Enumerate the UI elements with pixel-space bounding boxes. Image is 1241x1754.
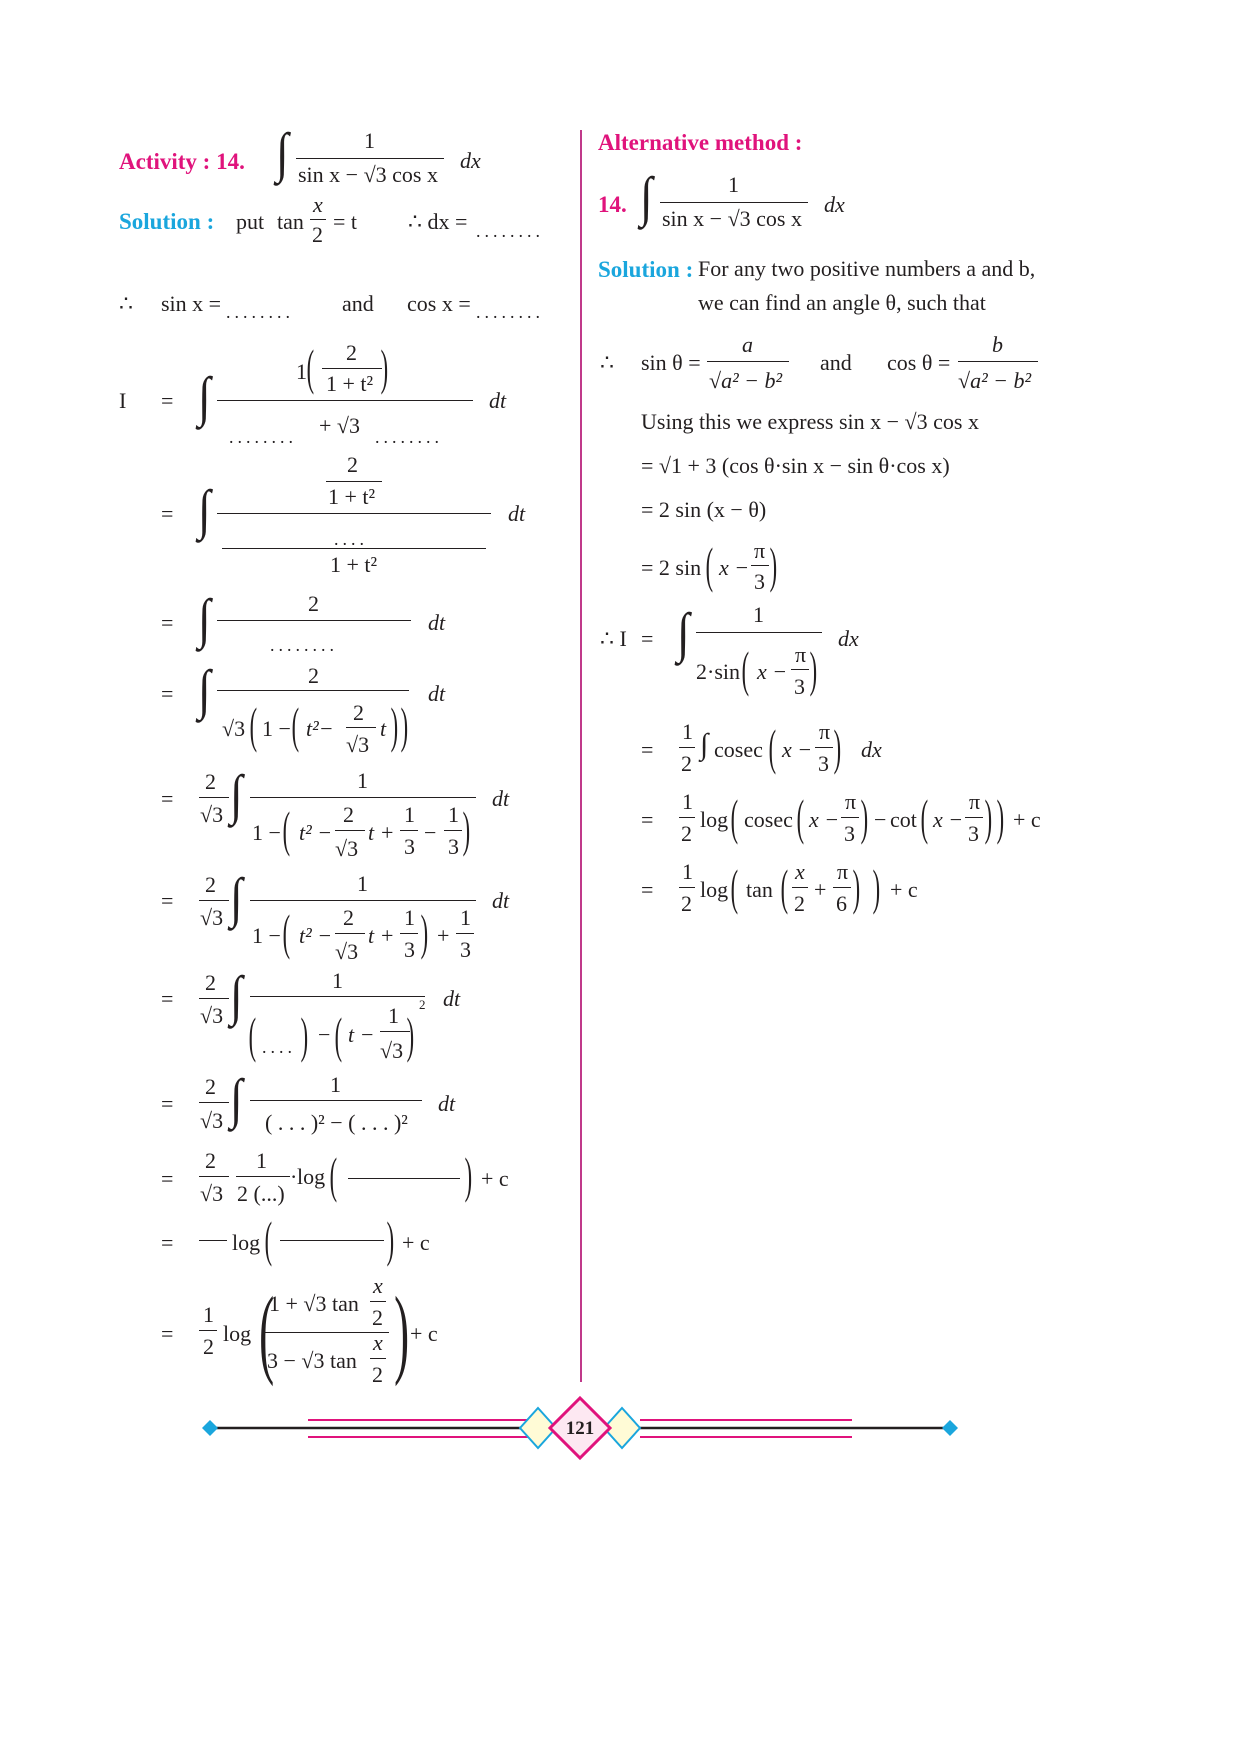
fraction-bar — [841, 817, 859, 818]
plus: + — [814, 877, 827, 902]
three: 3 — [448, 834, 459, 859]
right-paren: ) — [984, 789, 993, 845]
blank-dots: .... — [334, 529, 368, 549]
one: 1 — [460, 905, 471, 930]
fraction-bar — [815, 747, 833, 748]
left-paren: ( — [264, 1211, 273, 1267]
left-paren: ( — [291, 697, 300, 753]
page-number: 121 — [565, 1418, 595, 1439]
therefore-symbol: ∴ — [600, 350, 614, 375]
six: 6 — [836, 891, 847, 916]
fraction-bar — [250, 1100, 422, 1101]
one: 1 — [256, 1148, 267, 1173]
right-paren: ) — [464, 1147, 473, 1203]
minus: − — [424, 820, 437, 845]
fraction-bar — [222, 548, 486, 549]
plus-c: + c — [890, 877, 918, 902]
line-theta: = 2 sin (x − θ) — [641, 497, 767, 522]
fraction-bar — [310, 219, 326, 220]
one: 1 — [753, 602, 764, 627]
fraction-bar — [833, 887, 851, 888]
left-paren: ( — [329, 1147, 338, 1203]
left-paren: ( — [306, 339, 315, 395]
blank-dots: ........ — [476, 302, 544, 322]
dx-label: dx — [824, 192, 845, 217]
t2: t²− — [306, 716, 334, 741]
I-label: I — [119, 388, 127, 413]
cosec-word: cosec — [714, 737, 763, 762]
two: 2 — [372, 1362, 383, 1387]
fraction-bar — [370, 1358, 386, 1359]
fraction-bar — [965, 817, 983, 818]
two: 2 — [205, 970, 216, 995]
plus: + — [437, 923, 450, 948]
blank-dots: .... — [262, 1037, 296, 1057]
x-var: x — [373, 1273, 383, 1298]
equals: = — [161, 501, 174, 526]
one-plus-t2: 1 + t² — [328, 484, 376, 509]
right-paren: ) — [386, 1211, 395, 1267]
fraction-bar — [400, 933, 418, 934]
two: 2 — [205, 1074, 216, 1099]
fraction-bar — [679, 747, 695, 748]
cosec-word: cosec — [744, 807, 793, 832]
final-denominator: 3 − √3 tan — [267, 1348, 357, 1373]
right-paren: ) — [872, 859, 881, 915]
sqrt3: √3 — [222, 716, 246, 741]
fraction-bar — [250, 900, 476, 901]
two: 2 — [203, 1334, 214, 1359]
left-paren: ( — [705, 537, 714, 593]
fraction-numerator: 1 — [364, 128, 375, 153]
t-plus: t + — [368, 923, 395, 948]
one: 1 — [682, 719, 693, 744]
pi: π — [754, 538, 766, 563]
equals: = — [161, 986, 174, 1011]
log-word: log — [232, 1230, 261, 1255]
sqrt3: √3 — [335, 836, 359, 861]
fraction-denominator: sin x − √3 cos x — [298, 162, 438, 187]
fraction-bar — [791, 669, 809, 670]
right-paren: ) — [852, 859, 861, 915]
right-paren: ) — [462, 801, 471, 857]
right-paren: ) — [833, 719, 842, 775]
integral-sign: ∫ — [230, 763, 243, 825]
cos-theta-eq: cos θ = — [887, 350, 951, 375]
fraction-bar — [250, 996, 425, 997]
plus-c: + c — [481, 1166, 509, 1191]
left-paren: ( — [248, 1007, 257, 1063]
two-den: 2 — [312, 222, 323, 247]
fraction-bar — [380, 1031, 410, 1032]
column-divider — [580, 130, 582, 1382]
solution-label: Solution : — [119, 209, 215, 234]
log-word: log — [700, 877, 729, 902]
blank-dots: ........ — [270, 635, 338, 655]
right-paren: ) — [390, 697, 399, 753]
one-minus: 1 − — [252, 923, 281, 948]
left-paren: ( — [768, 719, 777, 775]
three: 3 — [460, 937, 471, 962]
one: 1 — [682, 789, 693, 814]
equals: = — [641, 626, 654, 651]
x-minus: x − — [757, 659, 788, 684]
left-paren: ( — [334, 1007, 343, 1063]
tan-text: tan — [277, 209, 304, 234]
equals: = — [161, 681, 174, 706]
plus-c: + c — [410, 1321, 438, 1346]
fraction-bar — [707, 361, 789, 362]
fraction-bar — [696, 632, 822, 633]
blank-dots: ........ — [375, 427, 443, 447]
difference-of-squares: ( . . . )² − ( . . . )² — [265, 1110, 408, 1135]
one: 1 — [357, 871, 368, 896]
and-word: and — [342, 291, 374, 316]
three: 3 — [404, 937, 415, 962]
blank-line — [348, 1178, 460, 1179]
blank-line — [199, 1240, 227, 1241]
two: 2 — [308, 663, 319, 688]
integral-sign: ∫ — [230, 1067, 243, 1129]
fraction-bar — [751, 565, 769, 566]
put-text: put — [236, 209, 265, 234]
one-plus-t2: 1 + t² — [330, 552, 378, 577]
t-var: t — [380, 716, 387, 741]
fraction-bar — [199, 998, 229, 999]
fraction-bar — [217, 513, 491, 514]
pi: π — [837, 859, 849, 884]
alt-method-heading: Alternative method : — [598, 130, 803, 155]
sqrt3: √3 — [346, 732, 370, 757]
dt-label: dt — [492, 786, 510, 811]
using-line: Using this we express sin x − √3 cos x — [641, 409, 979, 434]
eq-t: = t — [333, 209, 358, 234]
activity-label: Activity : 14. — [119, 149, 245, 174]
sqrt3: √3 — [200, 1181, 224, 1206]
one: 1 — [448, 802, 459, 827]
cosx-eq: cos x = — [407, 291, 471, 316]
equals: = — [161, 610, 174, 635]
sqrt3: √3 — [200, 905, 224, 930]
equals: = — [161, 1230, 174, 1255]
left-paren: ( — [282, 904, 291, 960]
pi: π — [845, 789, 857, 814]
right-paren: ) — [394, 1276, 410, 1387]
integral-sign: ∫ — [677, 601, 690, 663]
log-word: log — [700, 807, 729, 832]
right-paren: ) — [380, 339, 389, 395]
line-pi3-prefix: = 2 sin — [641, 555, 702, 580]
fraction-bar — [296, 158, 444, 159]
blank-dots: ........ — [229, 427, 297, 447]
three: 3 — [844, 821, 855, 846]
two: 2 — [205, 769, 216, 794]
solution-label: Solution : — [598, 257, 694, 282]
dt-label: dt — [489, 388, 507, 413]
two: 2 — [308, 591, 319, 616]
equals: = — [641, 737, 654, 762]
log-word: log — [223, 1321, 252, 1346]
therefore-I: ∴ I — [600, 626, 627, 651]
dt-label: dt — [428, 681, 446, 706]
t2-minus: t² − — [299, 923, 333, 948]
x-num: x — [313, 192, 323, 217]
fraction-bar — [335, 933, 365, 934]
integral-sign: ∫ — [198, 478, 211, 540]
left-paren: ( — [249, 697, 258, 753]
one-minus: 1 − — [262, 716, 291, 741]
x-var: x — [373, 1330, 383, 1355]
line-sqrt: = √1 + 3 (cos θ·sin x − sin θ·cos x) — [641, 453, 950, 478]
fraction-bar — [335, 830, 365, 831]
one: 1 — [332, 968, 343, 993]
left-paren: ( — [259, 1276, 275, 1387]
fraction-bar — [958, 361, 1038, 362]
t-plus: t + — [368, 820, 395, 845]
right-paren: ) — [769, 537, 778, 593]
two: 2 — [343, 905, 354, 930]
sin-theta-eq: sin θ = — [641, 350, 701, 375]
fraction-bar — [199, 1330, 217, 1331]
one: 1 — [330, 1072, 341, 1097]
plus-sqrt3: + √3 — [319, 413, 360, 438]
t2-minus: t² − — [299, 820, 333, 845]
fraction-bar — [792, 887, 808, 888]
footer-rule — [0, 1390, 1241, 1470]
blank-denominator: 2 (...) — [237, 1181, 285, 1206]
two: 2 — [681, 891, 692, 916]
left-paren: ( — [780, 859, 789, 915]
right-paren: ) — [400, 697, 409, 753]
integral-sign: ∫ — [230, 866, 243, 928]
two: 2 — [353, 700, 364, 725]
right-paren: ) — [860, 789, 869, 845]
sqrt3: √3 — [200, 1003, 224, 1028]
left-paren: ( — [920, 789, 929, 845]
sqrt3: √3 — [200, 1108, 224, 1133]
left-paren: ( — [741, 641, 750, 697]
dx-eq: ∴ dx = — [408, 209, 468, 234]
dot-log: · — [290, 1164, 298, 1189]
minus: − — [874, 807, 887, 832]
pi: π — [819, 719, 831, 744]
equals: = — [641, 807, 654, 832]
integral-sign: ∫ — [198, 658, 211, 720]
integral-sign: ∫ — [230, 964, 243, 1026]
integral-sign: ∫ — [198, 365, 211, 427]
one-plus-t2: 1 + t² — [326, 371, 374, 396]
x-minus: x − — [933, 807, 964, 832]
blank-line — [280, 1240, 384, 1241]
fraction-denominator: sin x − √3 cos x — [662, 206, 802, 231]
sqrt3: √3 — [380, 1038, 404, 1063]
one: 1 — [404, 905, 415, 930]
blank-dots: ........ — [476, 221, 544, 241]
x-var: x — [795, 859, 805, 884]
minus: − — [318, 1022, 331, 1047]
dt-label: dt — [508, 501, 526, 526]
fraction-bar — [326, 481, 382, 482]
integral-sign: ∫ — [640, 165, 653, 227]
log-word: log — [297, 1164, 326, 1189]
fraction-bar — [199, 900, 229, 901]
b-var: b — [992, 332, 1003, 357]
fraction-bar — [679, 887, 695, 888]
therefore-symbol: ∴ — [119, 291, 133, 316]
one: 1 — [296, 359, 307, 384]
a-var: a — [742, 332, 753, 357]
and-word: and — [820, 350, 852, 375]
dx-label: dx — [838, 626, 859, 651]
right-paren: ) — [809, 641, 818, 697]
three: 3 — [968, 821, 979, 846]
left-paren: ( — [796, 789, 805, 845]
two: 2 — [343, 802, 354, 827]
two-sin: 2·sin — [696, 659, 740, 684]
fraction-bar — [217, 400, 473, 401]
one: 1 — [357, 768, 368, 793]
fraction-bar — [346, 727, 376, 728]
solution-text-line2: we can find an angle θ, such that — [698, 290, 986, 315]
squared-exponent: 2 — [419, 997, 426, 1012]
two: 2 — [681, 821, 692, 846]
one: 1 — [682, 859, 693, 884]
equals: = — [161, 1091, 174, 1116]
left-paren: ( — [730, 789, 739, 845]
fraction-bar — [456, 933, 474, 934]
fraction-bar — [250, 797, 476, 798]
final-numerator: 1 + √3 tan — [269, 1291, 359, 1316]
fraction-numerator: 1 — [728, 172, 739, 197]
integral-sign: ∫ — [276, 121, 289, 183]
two: 2 — [205, 872, 216, 897]
fraction-bar — [236, 1176, 290, 1177]
pi: π — [969, 789, 981, 814]
two: 2 — [347, 452, 358, 477]
fraction-bar — [265, 1332, 389, 1333]
sqrt-denominator: √a² − b² — [958, 368, 1032, 393]
sqrt3: √3 — [200, 802, 224, 827]
plus-c: + c — [1013, 807, 1041, 832]
dt-label: dt — [438, 1091, 456, 1116]
sinx-eq: sin x = — [161, 291, 222, 316]
equals: = — [161, 1321, 174, 1346]
fraction-bar — [679, 817, 695, 818]
fraction-bar — [660, 202, 808, 203]
problem-number: 14. — [598, 192, 627, 217]
one: 1 — [388, 1003, 399, 1028]
left-paren: ( — [282, 801, 291, 857]
two: 2 — [794, 891, 805, 916]
equals: = — [161, 888, 174, 913]
dt-label: dt — [492, 888, 510, 913]
sqrt3: √3 — [335, 939, 359, 964]
three: 3 — [404, 834, 415, 859]
plus-c: + c — [402, 1230, 430, 1255]
integral-sign: ∫ — [700, 728, 709, 761]
blank-dots: ........ — [226, 302, 294, 322]
x-minus: x − — [809, 807, 840, 832]
left-paren: ( — [730, 859, 739, 915]
fraction-bar — [217, 620, 411, 621]
pi: π — [795, 642, 807, 667]
sqrt-denominator: √a² − b² — [709, 368, 783, 393]
two: 2 — [681, 751, 692, 776]
one-minus: 1 − — [252, 820, 281, 845]
right-paren: ) — [406, 1007, 415, 1063]
equals: = — [161, 388, 174, 413]
equals: = — [161, 786, 174, 811]
x-minus: x − — [782, 737, 813, 762]
two: 2 — [346, 340, 357, 365]
fraction-bar — [199, 1176, 229, 1177]
right-paren: ) — [996, 789, 1005, 845]
solution-text-line1: For any two positive numbers a and b, — [698, 256, 1036, 281]
fraction-bar — [370, 1301, 386, 1302]
two: 2 — [372, 1305, 383, 1330]
right-paren: ) — [300, 1007, 309, 1063]
x-minus: x − — [719, 555, 750, 580]
dt-label: dt — [443, 986, 461, 1011]
three: 3 — [794, 674, 805, 699]
tan-word: tan — [746, 877, 773, 902]
fraction-bar — [199, 1102, 229, 1103]
fraction-bar — [400, 830, 418, 831]
one: 1 — [203, 1302, 214, 1327]
three: 3 — [818, 751, 829, 776]
dx-label: dx — [861, 737, 882, 762]
integral-sign: ∫ — [198, 587, 211, 649]
fraction-bar — [322, 368, 382, 369]
one: 1 — [404, 802, 415, 827]
fraction-bar — [217, 690, 409, 691]
dx-label: dx — [460, 148, 481, 173]
fraction-bar — [199, 797, 229, 798]
three: 3 — [754, 569, 765, 594]
equals: = — [161, 1166, 174, 1191]
right-paren: ) — [420, 904, 429, 960]
two: 2 — [205, 1148, 216, 1173]
cot-word: cot — [890, 807, 917, 832]
fraction-bar — [444, 830, 462, 831]
t-minus: t − — [348, 1022, 375, 1047]
equals: = — [641, 877, 654, 902]
dt-label: dt — [428, 610, 446, 635]
